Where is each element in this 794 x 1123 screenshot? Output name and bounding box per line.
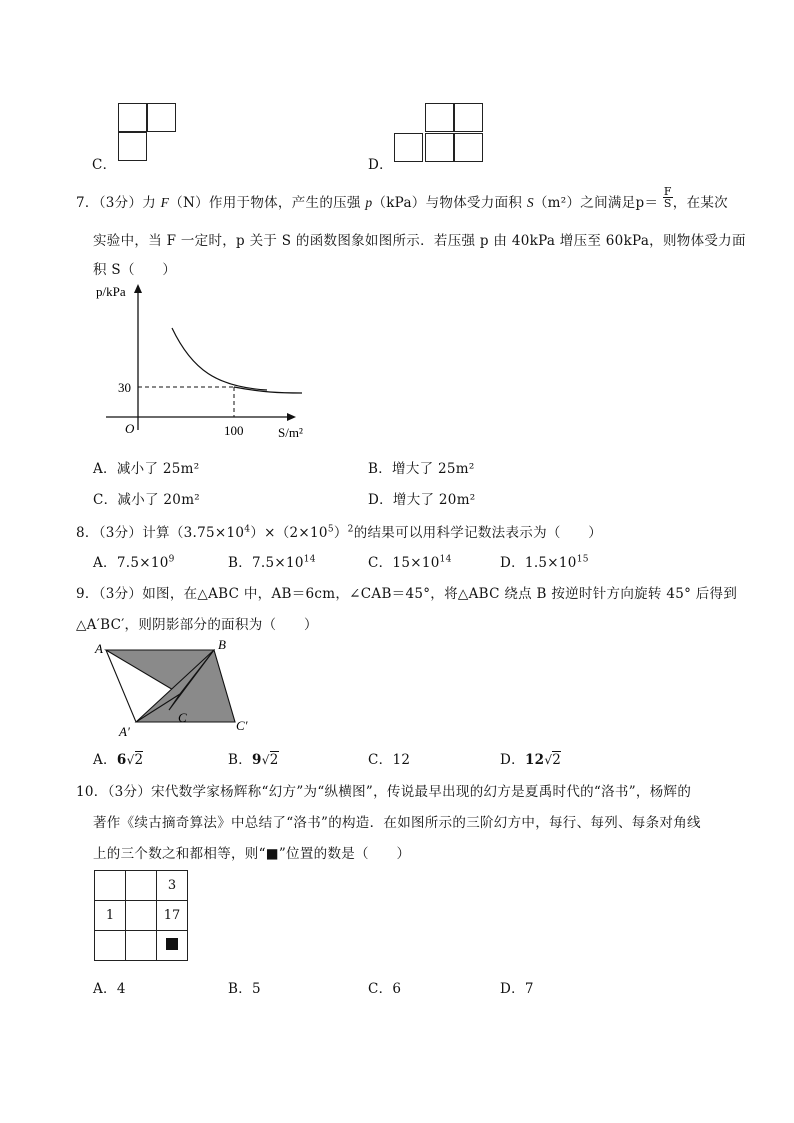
q9-figure	[92, 636, 262, 741]
q10-option-a[interactable]: A．4	[93, 981, 126, 997]
graph-x-label: S/m²	[278, 425, 303, 440]
q10-stem-line2: 著作《续古摘奇算法》中总结了“洛书”的构造．在如图所示的三阶幻方中，每行、每列、每条对角线	[93, 815, 701, 831]
graph-y-label: p/kPa	[96, 284, 126, 299]
magic-square	[94, 870, 188, 961]
q9-stem-line1: 9．（3分）如图，在△ABC 中，AB＝6cm，∠CAB＝45°，将△ABC 绕点 B 按逆时针方向旋转 45° 后得到	[76, 586, 738, 602]
q7-option-b[interactable]: B．增大了 25m²	[368, 461, 475, 477]
q7-option-d[interactable]: D．增大了 20m²	[368, 492, 476, 508]
magic-cell	[126, 901, 157, 931]
q7-stem-line1: 7．（3分）力 F（N）作用于物体，产生的压强 p（kPa）与物体受力面积 S（m²）之间满足p＝ $\frac{F}{S}$ ，在某次	[76, 185, 728, 211]
magic-cell	[95, 931, 126, 961]
q7-graph	[92, 280, 322, 445]
q8-option-c[interactable]: C．$15\times 10^{14}$	[368, 554, 452, 571]
q8-option-d[interactable]: D．$1.5\times 10^{15}$	[500, 554, 589, 571]
point-c-prime-label: C′	[236, 718, 248, 733]
q7-stem-line2: 实验中，当 F 一定时，p 关于 S 的函数图象如图所示．若压强 p 由 40kPa 增压至 60kPa，则物体受力面	[93, 233, 746, 249]
point-b-label: B	[218, 637, 226, 652]
magic-cell	[126, 871, 157, 901]
graph-x-tick: 100	[224, 423, 244, 438]
formula-fraction: $\frac{F}{S}$	[663, 185, 672, 210]
q9-stem-line2: △A′BC′，则阴影部分的面积为（ ）	[76, 617, 318, 633]
q10-option-b[interactable]: B．5	[228, 981, 261, 997]
magic-cell	[95, 871, 126, 901]
q9-option-d[interactable]: D．12√2	[500, 752, 562, 768]
magic-cell: 3	[157, 871, 188, 901]
q7-option-c[interactable]: C．减小了 20m²	[93, 492, 201, 508]
q8-option-b[interactable]: B．$7.5\times 10^{14}$	[228, 554, 316, 571]
magic-cell: 17	[157, 901, 188, 931]
q10-option-c[interactable]: C．6	[368, 981, 402, 997]
graph-origin: O	[125, 421, 135, 436]
q8-stem: 8．（3分）计算$(3.75\times 10^4)\times(2\times 10^5)^2$的结果可以用科学记数法表示为（ ）	[76, 524, 603, 541]
q8-option-a[interactable]: A．$7.5\times 10^9$	[93, 554, 175, 571]
point-a-label: A	[95, 641, 103, 656]
q10-stem-line1: 10．（3分）宋代数学家杨辉称“幻方”为“纵横图”，传说最早出现的幻方是夏禹时代的“洛书”，杨辉的	[76, 784, 692, 800]
magic-cell	[126, 931, 157, 961]
magic-cell-unknown	[157, 931, 188, 961]
q7-stem-line3: 积 S（ ）	[93, 262, 177, 278]
point-a-prime-label: A′	[119, 724, 130, 739]
black-square-icon	[166, 938, 178, 950]
q9-option-a[interactable]: A．6√2	[93, 752, 144, 768]
q10-stem-line3: 上的三个数之和都相等，则“■”位置的数是（ ）	[93, 846, 411, 862]
magic-cell: 1	[95, 901, 126, 931]
graph-y-tick: 30	[118, 380, 131, 395]
q6-option-c-label: C．	[92, 157, 117, 173]
q9-option-c[interactable]: C．12	[368, 752, 411, 768]
point-c-label: C	[178, 710, 187, 725]
q10-option-d[interactable]: D．7	[500, 981, 534, 997]
q7-option-a[interactable]: A．减小了 25m²	[93, 461, 200, 477]
q6-option-d-label: D．	[368, 157, 393, 173]
q9-option-b[interactable]: B．9√2	[228, 752, 279, 768]
